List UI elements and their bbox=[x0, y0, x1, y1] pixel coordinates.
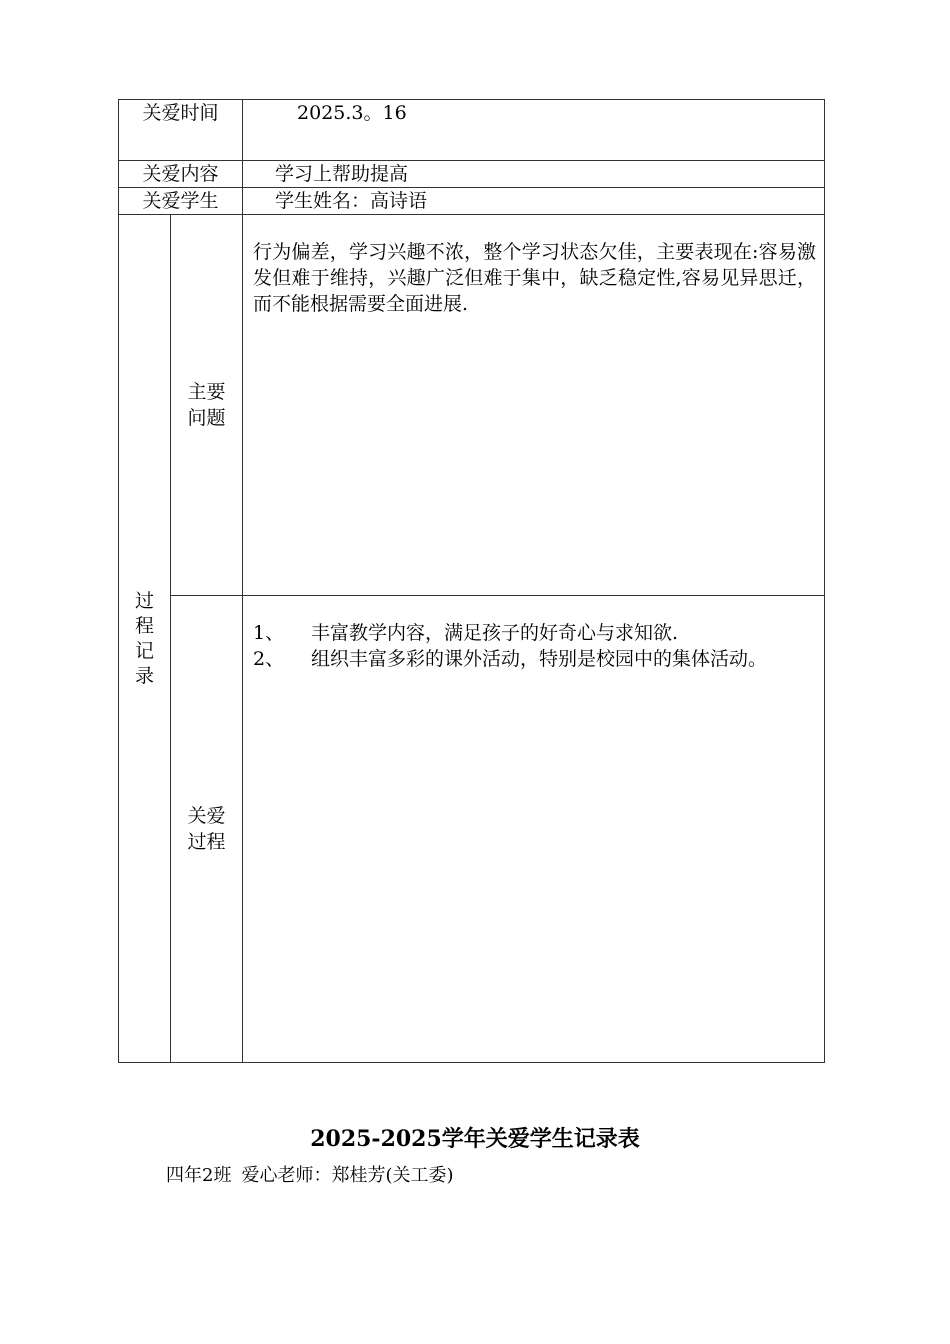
row-main-problem bbox=[119, 215, 825, 596]
list-item-number: 1、 bbox=[253, 622, 285, 644]
list-item bbox=[253, 646, 816, 672]
care-time-label: 关爱时间 bbox=[119, 100, 243, 161]
row-care-time bbox=[119, 100, 825, 161]
list-item-text: 组织丰富多彩的课外活动，特别是校园中的集体活动。 bbox=[311, 648, 768, 670]
teacher-name: 爱心老师：郑桂芳(关工委) bbox=[241, 1165, 454, 1186]
process-record-label-cell bbox=[119, 215, 171, 1063]
process-record-label: 过程记录 bbox=[134, 589, 154, 687]
main-problem-label-cell bbox=[171, 215, 243, 596]
care-process-label: 关爱过程 bbox=[187, 805, 226, 853]
row-care-process bbox=[119, 596, 825, 1063]
care-content-value: 学习上帮助提高 bbox=[243, 161, 825, 188]
list-item-number: 2、 bbox=[253, 648, 285, 670]
class-name: 四年2班 bbox=[166, 1165, 232, 1186]
care-student-value: 学生姓名：高诗语 bbox=[243, 188, 825, 215]
care-content-label: 关爱内容 bbox=[119, 161, 243, 188]
main-problem-text: 行为偏差，学习兴趣不浓，整个学习状态欠佳，主要表现在:容易激发但难于维持，兴趣广泛但难于集中，缺乏稳定性,容易见异思迁，而不能根据需要全面进展. bbox=[243, 215, 825, 596]
care-record-table bbox=[118, 99, 825, 1063]
row-care-content bbox=[119, 161, 825, 188]
care-student-label: 关爱学生 bbox=[119, 188, 243, 215]
document-subtitle bbox=[166, 1163, 454, 1189]
care-process-label-cell bbox=[171, 596, 243, 1063]
row-care-student bbox=[119, 188, 825, 215]
care-time-value: 2025.3。16 bbox=[243, 100, 825, 161]
list-item bbox=[253, 620, 816, 646]
document-title: 2025-2025学年关爱学生记录表 bbox=[310, 1126, 640, 1152]
main-problem-label: 主要问题 bbox=[187, 381, 226, 429]
list-item-text: 丰富教学内容，满足孩子的好奇心与求知欲. bbox=[311, 622, 679, 644]
care-process-list bbox=[243, 596, 825, 1063]
